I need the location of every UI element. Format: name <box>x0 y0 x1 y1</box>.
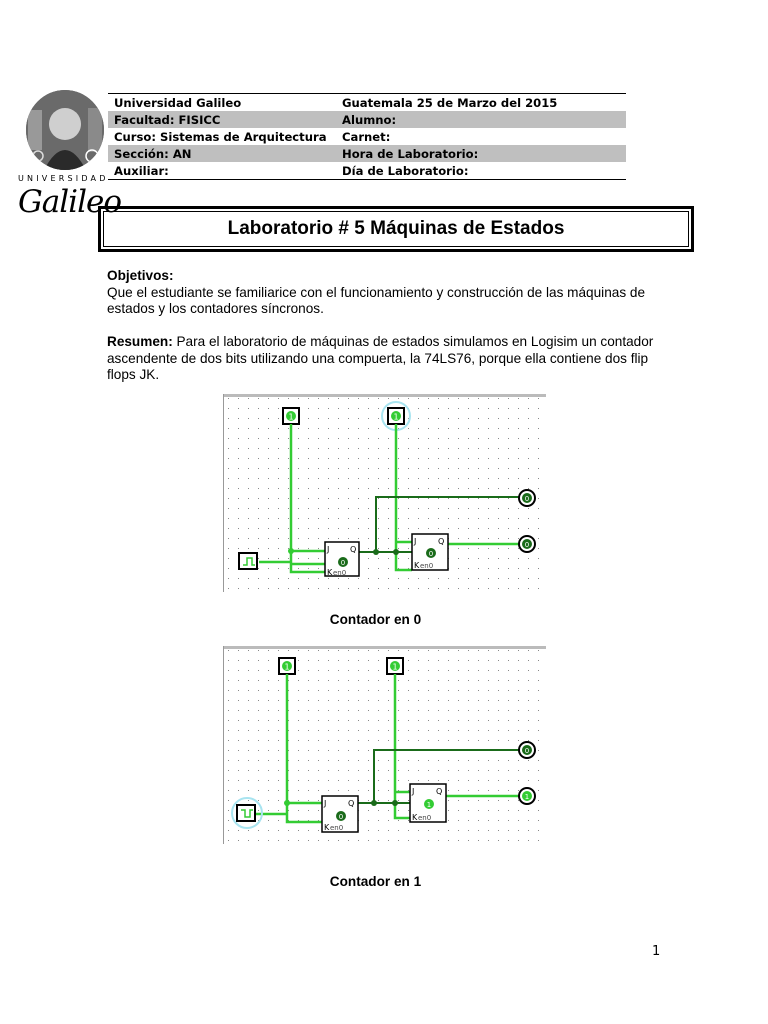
output-led-bottom <box>519 536 535 552</box>
page-number: 1 <box>652 944 661 959</box>
header-info-table <box>108 93 626 180</box>
ff2-pin-k: K <box>414 561 420 570</box>
objetivos-heading: Objetivos: <box>107 268 174 283</box>
table-row <box>108 94 626 112</box>
input-pin-b-value: 1 <box>392 662 398 672</box>
output-led-top <box>519 490 535 506</box>
table-cell: Hora de Laboratorio: <box>336 145 626 162</box>
ff1-pin-j: J <box>324 799 327 808</box>
galileo-seal-image <box>26 90 104 170</box>
figure-1-caption: Contador en 0 <box>329 612 422 627</box>
table-row <box>108 128 626 145</box>
ff2-pin-q: Q <box>436 787 443 796</box>
logo-big-word: Galileo <box>18 184 121 220</box>
jk-flipflop-2 <box>410 784 446 822</box>
table-row <box>108 145 626 162</box>
ff2-label: en0 <box>418 814 432 822</box>
table-cell: Carnet: <box>342 129 391 144</box>
output-led-bottom <box>519 788 535 804</box>
ff2-state: 0 <box>428 550 434 558</box>
table-cell: Curso: Sistemas de Arquitectura <box>114 129 327 144</box>
circuit-figure-1 <box>223 394 546 592</box>
ff1-pin-j: J <box>327 545 330 554</box>
input-pin-a <box>283 408 299 424</box>
ff1-pin-k: K <box>324 823 330 832</box>
output-top-value: 0 <box>524 747 530 755</box>
ff1-pin-q: Q <box>350 545 357 554</box>
input-pin-b-value: 1 <box>393 412 399 422</box>
table-cell: Universidad Galileo <box>108 94 336 112</box>
ff1-pin-k: K <box>327 568 333 577</box>
ff1-state: 0 <box>338 813 344 821</box>
resumen-heading: Resumen: <box>107 334 173 349</box>
objetivos-section <box>107 268 667 318</box>
table-cell: Sección: AN <box>108 145 336 162</box>
table-cell: Día de Laboratorio: <box>336 162 626 180</box>
title-box <box>98 206 694 252</box>
output-top-value: 0 <box>524 495 530 503</box>
table-cell: Auxiliar: <box>108 162 336 180</box>
jk-flipflop-1 <box>322 796 358 832</box>
clock-input <box>239 553 257 569</box>
table-row <box>108 111 626 128</box>
ff1-pin-q: Q <box>348 799 355 808</box>
ff2-pin-q: Q <box>438 537 445 546</box>
table-row <box>108 162 626 180</box>
page-title: Laboratorio # 5 Máquinas de Estados <box>103 211 689 247</box>
objetivos-text: Que el estudiante se familiarice con el funcionamiento y construcción de las máquinas de estados y los contadores síncronos. <box>107 284 646 316</box>
table-cell: Alumno: <box>336 111 626 128</box>
input-pin-b <box>387 658 403 674</box>
jk-flipflop-2 <box>412 534 448 570</box>
jk-flipflop-1 <box>325 542 359 577</box>
ff1-state: 0 <box>340 559 346 567</box>
circuit-figure-2 <box>223 646 546 844</box>
table-cell: Facultad: FISICC <box>108 111 336 128</box>
resumen-section <box>107 334 667 384</box>
figure-2-caption: Contador en 1 <box>329 874 422 889</box>
logo-small-word: UNIVERSIDAD <box>18 174 109 183</box>
ff1-label: en0 <box>330 824 344 832</box>
ff2-pin-j: J <box>412 787 415 796</box>
input-pin-a-value: 1 <box>288 412 294 422</box>
table-cell: Guatemala 25 de Marzo del 2015 <box>336 94 626 112</box>
output-led-top <box>519 742 535 758</box>
ff1-label: en0 <box>333 569 347 577</box>
resumen-text: Para el laboratorio de máquinas de estados simulamos en Logisim un contador ascendente de dos bits utilizando una compuerta, la 74LS76, porque ella contiene dos flip flops JK. <box>107 334 654 382</box>
output-bottom-value: 0 <box>524 541 530 549</box>
ff2-label: en0 <box>420 562 434 570</box>
ff2-state: 1 <box>426 801 432 809</box>
galileo-logo <box>18 88 121 223</box>
input-pin-a-value: 1 <box>284 662 290 672</box>
ff2-pin-j: J <box>414 537 417 546</box>
input-pin-a <box>279 658 295 674</box>
output-bottom-value: 1 <box>524 793 530 801</box>
ff2-pin-k: K <box>412 813 418 822</box>
